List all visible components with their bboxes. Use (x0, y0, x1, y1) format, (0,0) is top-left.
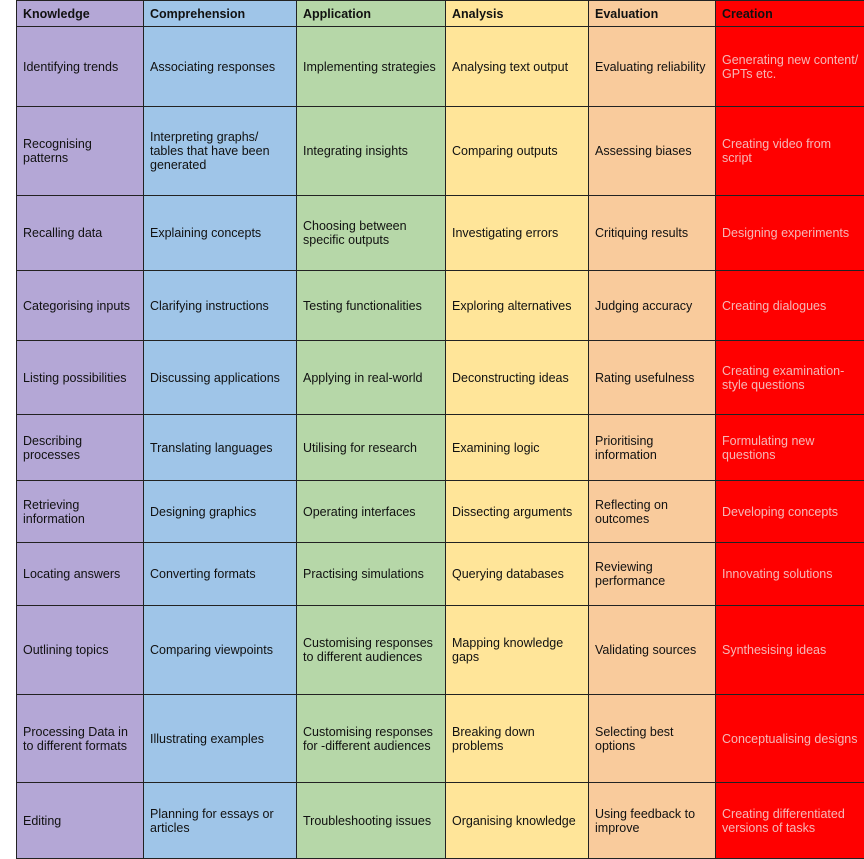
cell-knowledge: Locating answers (17, 543, 144, 606)
header-comprehension: Comprehension (144, 1, 297, 27)
table-row (17, 783, 864, 859)
cell-application: Customising responses for -different audiences (297, 695, 446, 783)
blooms-taxonomy-table (16, 0, 864, 859)
cell-comprehension: Explaining concepts (144, 196, 297, 271)
cell-application: Choosing between specific outputs (297, 196, 446, 271)
cell-analysis: Breaking down problems (446, 695, 589, 783)
cell-creation: Synthesising ideas (716, 606, 864, 695)
table-row (17, 481, 864, 543)
cell-knowledge: Recalling data (17, 196, 144, 271)
cell-knowledge: Categorising inputs (17, 271, 144, 341)
cell-analysis: Organising knowledge (446, 783, 589, 859)
cell-analysis: Investigating errors (446, 196, 589, 271)
cell-creation: Innovating solutions (716, 543, 864, 606)
cell-analysis: Querying databases (446, 543, 589, 606)
cell-creation: Creating examination-style questions (716, 341, 864, 415)
cell-comprehension: Illustrating examples (144, 695, 297, 783)
table-row (17, 271, 864, 341)
cell-analysis: Exploring alternatives (446, 271, 589, 341)
cell-creation: Formulating new questions (716, 415, 864, 481)
cell-knowledge: Recognising patterns (17, 107, 144, 196)
cell-evaluation: Using feedback to improve (589, 783, 716, 859)
cell-creation: Creating differentiated versions of tasks (716, 783, 864, 859)
cell-application: Operating interfaces (297, 481, 446, 543)
cell-analysis: Deconstructing ideas (446, 341, 589, 415)
cell-evaluation: Prioritising information (589, 415, 716, 481)
cell-application: Applying in real-world (297, 341, 446, 415)
cell-evaluation: Critiquing results (589, 196, 716, 271)
cell-evaluation: Validating sources (589, 606, 716, 695)
cell-analysis: Mapping knowledge gaps (446, 606, 589, 695)
cell-knowledge: Listing possibilities (17, 341, 144, 415)
cell-comprehension: Converting formats (144, 543, 297, 606)
cell-evaluation: Assessing biases (589, 107, 716, 196)
table-row (17, 695, 864, 783)
cell-evaluation: Reflecting on outcomes (589, 481, 716, 543)
cell-application: Customising responses to different audiences (297, 606, 446, 695)
cell-evaluation: Selecting best options (589, 695, 716, 783)
header-application: Application (297, 1, 446, 27)
cell-application: Integrating insights (297, 107, 446, 196)
cell-creation: Creating dialogues (716, 271, 864, 341)
table-row (17, 415, 864, 481)
cell-application: Practising simulations (297, 543, 446, 606)
cell-knowledge: Describing processes (17, 415, 144, 481)
table-row (17, 606, 864, 695)
table-row (17, 543, 864, 606)
cell-comprehension: Planning for essays or articles (144, 783, 297, 859)
cell-evaluation: Judging accuracy (589, 271, 716, 341)
cell-comprehension: Interpreting graphs/ tables that have been generated (144, 107, 297, 196)
cell-analysis: Analysing text output (446, 27, 589, 107)
cell-application: Utilising for research (297, 415, 446, 481)
cell-comprehension: Discussing applications (144, 341, 297, 415)
cell-evaluation: Evaluating reliability (589, 27, 716, 107)
cell-creation: Generating new content/ GPTs etc. (716, 27, 864, 107)
cell-knowledge: Retrieving information (17, 481, 144, 543)
cell-analysis: Dissecting arguments (446, 481, 589, 543)
cell-knowledge: Identifying trends (17, 27, 144, 107)
cell-creation: Designing experiments (716, 196, 864, 271)
cell-analysis: Examining logic (446, 415, 589, 481)
cell-knowledge: Processing Data in to different formats (17, 695, 144, 783)
cell-application: Implementing strategies (297, 27, 446, 107)
header-evaluation: Evaluation (589, 1, 716, 27)
table-row (17, 341, 864, 415)
cell-knowledge: Editing (17, 783, 144, 859)
cell-creation: Conceptualising designs (716, 695, 864, 783)
cell-comprehension: Associating responses (144, 27, 297, 107)
header-knowledge: Knowledge (17, 1, 144, 27)
cell-comprehension: Comparing viewpoints (144, 606, 297, 695)
header-row (17, 1, 864, 27)
cell-application: Testing functionalities (297, 271, 446, 341)
cell-creation: Creating video from script (716, 107, 864, 196)
cell-comprehension: Designing graphics (144, 481, 297, 543)
cell-comprehension: Clarifying instructions (144, 271, 297, 341)
cell-analysis: Comparing outputs (446, 107, 589, 196)
cell-creation: Developing concepts (716, 481, 864, 543)
header-analysis: Analysis (446, 1, 589, 27)
cell-application: Troubleshooting issues (297, 783, 446, 859)
cell-evaluation: Rating usefulness (589, 341, 716, 415)
cell-knowledge: Outlining topics (17, 606, 144, 695)
table-row (17, 196, 864, 271)
cell-evaluation: Reviewing performance (589, 543, 716, 606)
table-row (17, 107, 864, 196)
table-row (17, 27, 864, 107)
header-creation: Creation (716, 1, 864, 27)
cell-comprehension: Translating languages (144, 415, 297, 481)
